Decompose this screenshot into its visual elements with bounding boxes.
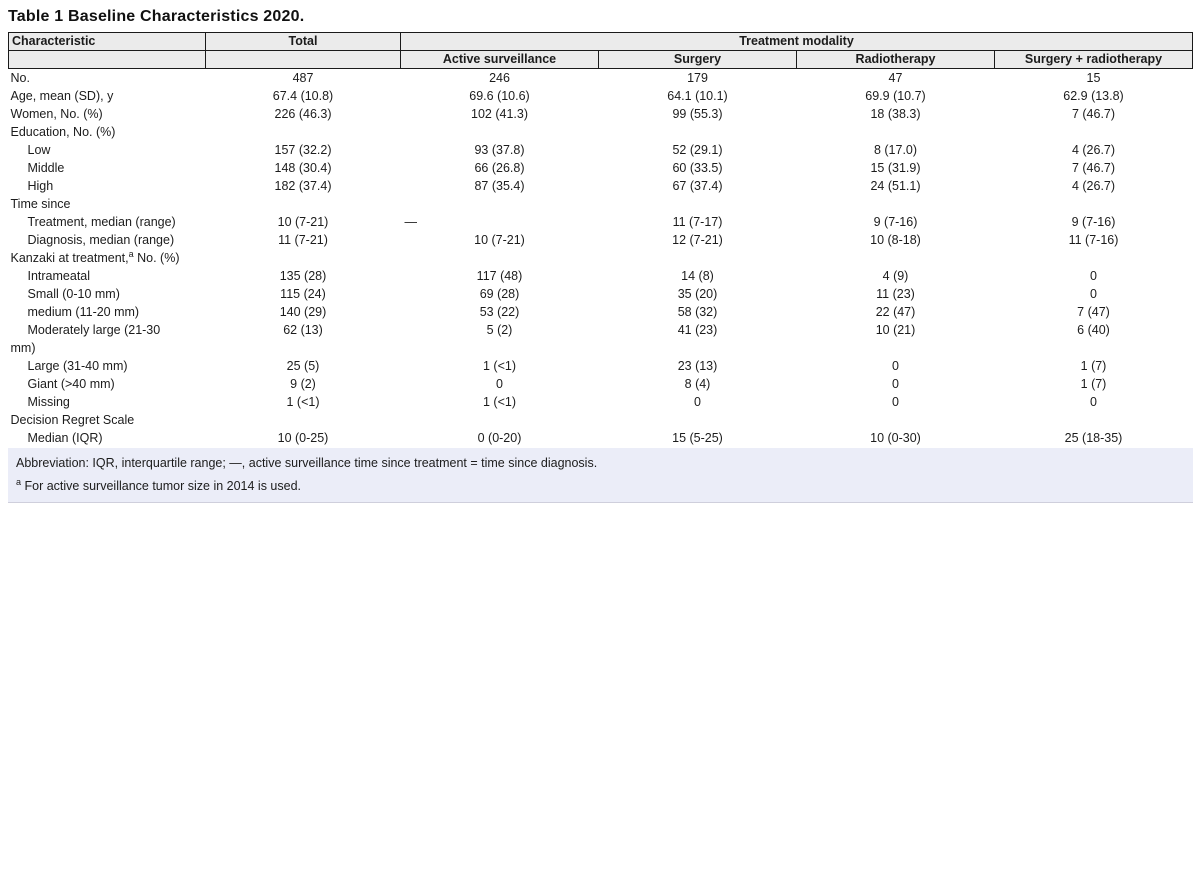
data-cell: 93 (37.8) — [474, 143, 525, 157]
data-cell — [995, 411, 1193, 429]
data-cell — [401, 411, 599, 429]
table-row — [9, 303, 1193, 321]
row-label: Diagnosis, median (range) — [27, 233, 175, 247]
data-cell: 15 (31.9) — [870, 161, 921, 175]
data-cell — [797, 249, 995, 267]
col-header-surgery-radiotherapy: Surgery + radiotherapy — [995, 51, 1193, 69]
header-row-2 — [9, 51, 1193, 69]
table-header — [9, 33, 1193, 69]
data-cell — [401, 195, 599, 213]
data-cell: 8 (4) — [684, 377, 711, 391]
data-cell: 25 (5) — [286, 359, 320, 373]
col-header-characteristic: Characteristic — [9, 33, 206, 51]
data-cell: 0 — [892, 395, 899, 409]
data-cell: 62 (13) — [283, 323, 323, 337]
table-row — [9, 87, 1193, 105]
data-cell: 11 (7-21) — [278, 233, 328, 247]
data-cell: 64.1 (10.1) — [667, 89, 728, 103]
data-cell: 11 (7-16) — [1068, 233, 1119, 247]
data-cell: 7 (46.7) — [1071, 161, 1116, 175]
col-header-surgery: Surgery — [599, 51, 797, 69]
row-label: Women, No. (%) — [10, 107, 103, 121]
data-cell: 226 (46.3) — [274, 107, 332, 121]
data-cell: 1 (<1) — [482, 395, 516, 409]
data-cell: 12 (7-21) — [672, 233, 723, 247]
baseline-characteristics-table — [8, 32, 1193, 447]
data-cell: 58 (32) — [677, 305, 718, 319]
data-cell: 24 (51.1) — [870, 179, 921, 193]
data-cell: 1 (7) — [1080, 359, 1107, 373]
row-label: Median (IQR) — [27, 431, 103, 445]
col-header-radiotherapy: Radiotherapy — [797, 51, 995, 69]
data-cell: 66 (26.8) — [474, 161, 525, 175]
data-cell: 10 (7-21) — [277, 215, 329, 229]
data-cell — [995, 195, 1193, 213]
row-label: Giant (>40 mm) — [27, 377, 115, 391]
data-cell: 1 (<1) — [286, 395, 320, 409]
data-cell: 53 (22) — [479, 305, 520, 319]
data-cell: 7 (46.7) — [1071, 107, 1116, 121]
data-cell: 23 (13) — [677, 359, 718, 373]
data-cell: 47 — [888, 71, 903, 85]
table-row — [9, 231, 1193, 249]
header-empty-cell — [206, 51, 401, 69]
data-cell: 5 (2) — [486, 323, 513, 337]
data-cell: 0 — [1090, 269, 1097, 283]
table-footnotes — [8, 448, 1193, 503]
data-cell: 10 (0-25) — [277, 431, 329, 445]
footnote: Abbreviation: IQR, interquartile range; —, active surveillance time since treatment = time since diagnosis. — [16, 456, 598, 470]
data-cell — [206, 195, 401, 213]
table-row — [9, 357, 1193, 375]
data-cell — [401, 123, 599, 141]
table-row — [9, 393, 1193, 411]
row-label: Low — [27, 143, 51, 157]
data-cell: 10 (7-21) — [474, 233, 525, 247]
data-cell: 18 (38.3) — [870, 107, 921, 121]
table-row — [9, 69, 1193, 88]
data-cell — [995, 123, 1193, 141]
data-cell: — — [404, 215, 417, 229]
data-cell: 35 (20) — [677, 287, 718, 301]
table-row — [9, 105, 1193, 123]
data-cell: 69.9 (10.7) — [865, 89, 926, 103]
data-cell: 15 — [1086, 71, 1101, 85]
data-cell: 10 (21) — [875, 323, 916, 337]
table-row — [9, 141, 1193, 159]
data-cell: 6 (40) — [1077, 323, 1110, 337]
col-header-total: Total — [206, 33, 401, 51]
data-cell: 11 (7-17) — [672, 215, 723, 229]
data-cell: 1 (<1) — [482, 359, 516, 373]
data-cell — [797, 123, 995, 141]
data-cell: 69.6 (10.6) — [469, 89, 530, 103]
data-cell: 0 — [892, 359, 899, 373]
table-row — [9, 249, 1193, 267]
table-row — [9, 213, 1193, 231]
data-cell — [797, 195, 995, 213]
data-cell: 0 — [1090, 395, 1097, 409]
data-cell — [599, 195, 797, 213]
data-cell: 4 (26.7) — [1071, 143, 1116, 157]
data-cell — [401, 249, 599, 267]
data-cell: 0 (0-20) — [477, 431, 522, 445]
row-label: medium (11-20 mm) — [27, 305, 140, 319]
data-cell: 11 (23) — [876, 287, 915, 301]
data-cell — [599, 411, 797, 429]
data-cell: 52 (29.1) — [672, 143, 723, 157]
header-empty-cell — [9, 51, 206, 69]
data-cell: 182 (37.4) — [274, 179, 332, 193]
data-cell: 99 (55.3) — [672, 107, 723, 121]
row-label: Missing — [27, 395, 70, 409]
data-cell: 0 — [1090, 287, 1097, 301]
col-header-active-surveillance: Active surveillance — [401, 51, 599, 69]
data-cell: 14 (8) — [681, 269, 714, 283]
data-cell: 9 (7-16) — [1071, 215, 1116, 229]
data-cell: 140 (29) — [279, 305, 327, 319]
data-cell: 15 (5-25) — [672, 431, 723, 445]
data-cell: 246 — [489, 71, 510, 85]
table-row — [9, 123, 1193, 141]
data-cell: 0 — [694, 395, 701, 409]
data-cell — [206, 411, 401, 429]
data-cell: 117 (48) — [476, 269, 523, 283]
table-body — [9, 69, 1193, 448]
table-title: Table 1 Baseline Characteristics 2020. — [8, 8, 305, 25]
row-label: Time since — [10, 197, 71, 211]
data-cell — [995, 249, 1193, 267]
data-cell: 157 (32.2) — [274, 143, 332, 157]
data-cell: 10 (0-30) — [870, 431, 921, 445]
data-cell: 25 (18-35) — [1064, 431, 1123, 445]
data-cell: 10 (8-18) — [870, 233, 921, 247]
data-cell — [206, 123, 401, 141]
row-label: No. — [10, 71, 30, 85]
data-cell: 4 (26.7) — [1071, 179, 1116, 193]
row-label: Large (31-40 mm) — [27, 359, 128, 373]
data-cell: 87 (35.4) — [474, 179, 525, 193]
table-row — [9, 375, 1193, 393]
table-row — [9, 177, 1193, 195]
data-cell: 115 (24) — [280, 287, 326, 301]
data-cell: 102 (41.3) — [471, 107, 528, 121]
data-cell: 135 (28) — [279, 269, 327, 283]
table-row — [9, 411, 1193, 429]
data-cell: 4 (9) — [882, 269, 909, 283]
data-cell: 487 — [292, 71, 314, 85]
table-row — [9, 159, 1193, 177]
row-label: High — [27, 179, 54, 193]
table-row — [9, 267, 1193, 285]
data-cell: 148 (30.4) — [274, 161, 332, 175]
row-label: Middle — [27, 161, 65, 175]
data-cell — [797, 411, 995, 429]
data-cell: 8 (17.0) — [873, 143, 918, 157]
data-cell — [599, 249, 797, 267]
table-row — [9, 285, 1193, 303]
data-cell: 0 — [496, 377, 503, 391]
row-label: Intrameatal — [27, 269, 91, 283]
table-row — [9, 195, 1193, 213]
row-label: Education, No. (%) — [10, 125, 116, 139]
row-label: Age, mean (SD), y — [10, 89, 114, 103]
header-row-1 — [9, 33, 1193, 51]
data-cell: 60 (33.5) — [672, 161, 723, 175]
row-label: Decision Regret Scale — [10, 413, 135, 427]
data-cell — [206, 249, 401, 267]
row-label: Moderately large (21-30 mm) — [10, 323, 161, 355]
data-cell: 0 — [892, 377, 899, 391]
table-row — [9, 321, 1193, 357]
data-cell: 69 (28) — [479, 287, 520, 301]
data-cell: 9 (7-16) — [873, 215, 918, 229]
data-cell: 67 (37.4) — [672, 179, 723, 193]
data-cell: 62.9 (13.8) — [1063, 89, 1124, 103]
data-cell: 179 — [687, 71, 708, 85]
data-cell: 9 (2) — [290, 377, 316, 391]
row-label: Small (0-10 mm) — [27, 287, 120, 301]
data-cell — [599, 123, 797, 141]
data-cell: 67.4 (10.8) — [272, 89, 334, 103]
data-cell: 1 (7) — [1080, 377, 1107, 391]
data-cell: 7 (47) — [1077, 305, 1110, 319]
data-cell: 41 (23) — [677, 323, 718, 337]
table-row — [9, 429, 1193, 447]
row-label: Treatment, median (range) — [27, 215, 176, 229]
footnote: $^a$ For active surveillance tumor size in 2014 is used. — [16, 476, 302, 493]
row-label: Kanzaki at treatment,$^a$ No. (%) — [10, 248, 180, 265]
col-header-treatment-modality: Treatment modality — [401, 33, 1193, 51]
data-cell: 22 (47) — [875, 305, 916, 319]
